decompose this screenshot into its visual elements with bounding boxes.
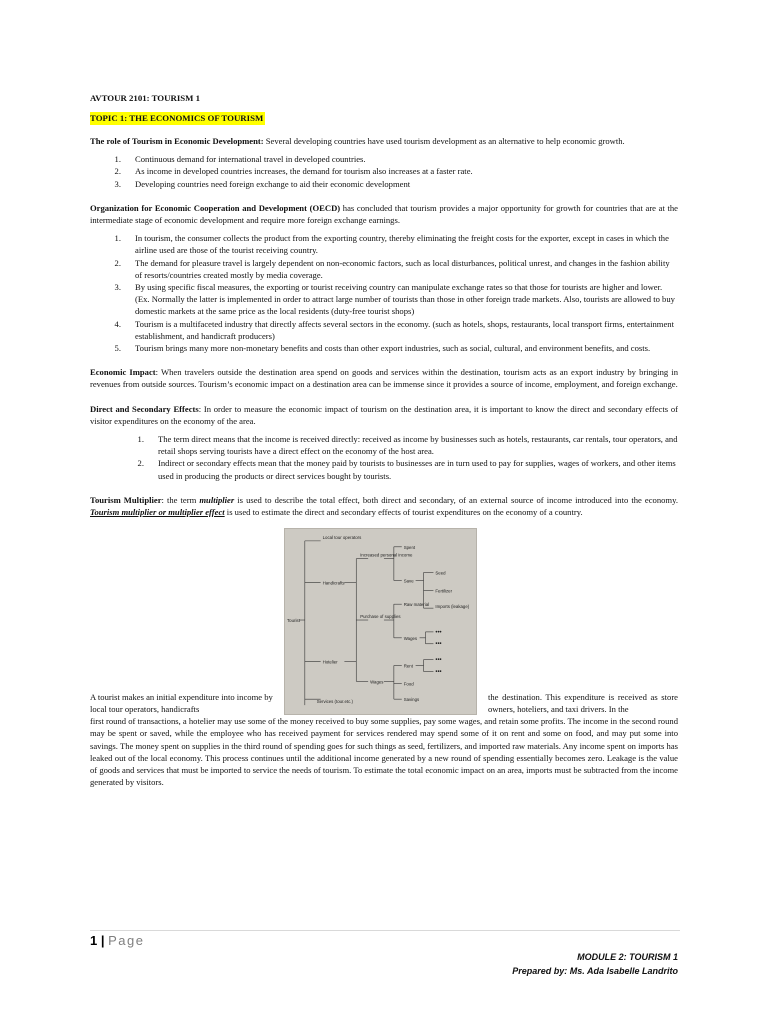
dots-2: ••• xyxy=(435,641,442,648)
list-item: 1. Continuous demand for international travel in developed countries. xyxy=(114,154,366,165)
label-food: Food xyxy=(403,681,414,687)
list-item: 2. The demand for pleasure travel is largely dependent on non-economic factors, such as local disturbances, political unrest, and changes in the fashion ability of resorts/countries created mostly by media coverage. xyxy=(114,257,670,280)
label-services: Services (tour.etc.) xyxy=(316,699,353,705)
multiplier-diagram xyxy=(284,528,477,715)
multiplier-paragraph: Tourism Multiplier: the term multiplier is used to describe the total effect, both direct and secondary, of an external source of income introduced into the economy. Tourism multiplier or multiplier effect is used to estimate the direct and secondary effects of tourist expenditures on the economy of a country. xyxy=(90,494,678,518)
figure-wrap xyxy=(90,528,678,715)
footer-divider xyxy=(90,930,680,931)
economic-impact-paragraph: Economic Impact: When travelers outside the destination area spend on goods and services within the destination, tourism acts as an export industry by bringing in revenues from outside sources. Tourism’s economic impact on a destination area can be immense since it provides a source of income, employment, and foreign exchange. xyxy=(90,367,678,390)
closing-left-text: A tourist makes an initial expenditure into income by local tour operators, handicrafts xyxy=(90,691,273,715)
label-wages-2: Wages xyxy=(403,636,418,642)
label-fertilizer: Fertilizer xyxy=(435,588,453,594)
page-number: 1 | Page xyxy=(90,933,145,948)
label-hotelier: Hotelier xyxy=(322,659,338,665)
multiplier-flow-svg xyxy=(285,529,476,714)
closing-right-text: the destination. This expenditure is received as store owners, hoteliers, and taxi drivers. In the xyxy=(488,691,678,715)
footer-credits xyxy=(512,951,678,978)
label-increased-income: Increased personal income xyxy=(360,552,413,558)
economic-impact-heading: Economic Impact xyxy=(90,367,156,378)
dots-3: ••• xyxy=(435,657,442,664)
document-page xyxy=(90,92,678,800)
label-spent: Spent xyxy=(403,545,416,551)
direct-secondary-list xyxy=(90,433,678,482)
list-item: 3. Developing countries need foreign exchange to aid their economic development xyxy=(114,178,411,189)
oecd-paragraph: Organization for Economic Cooperation and Development (OECD) has concluded that tourism provides a major opportunity for growth for countries that are at the intermediate stage of economic development and require more foreign exchange earnings. xyxy=(90,202,678,225)
list-item: 1. The term direct means that the income is received directly: received as income by businesses such as hotels, restaurants, car rentals, tour operators, and retail shops serving tourists have a direct effect on the economy of the host area. xyxy=(137,434,678,457)
multiplier-heading: Tourism Multiplier xyxy=(90,494,162,505)
role-paragraph: The role of Tourism in Economic Development: Several developing countries have used tourism development as an alternative to help economic growth. xyxy=(90,135,625,146)
label-handicrafts: Handicrafts xyxy=(322,580,345,586)
list-item: 2. Indirect or secondary effects mean that the money paid by tourists to businesses are in turn used to pay for supplies, wages of workers, and other items used in producing the products or direct services bought by tourists. xyxy=(137,458,676,481)
closing-paragraph: first round of transactions, a hotelier may use some of the money received to buy some supplies, pay some wages, and retain some profits. The income in the second round may be spent or saved, while the employee who has received payment for services rendered may spend some of it on rent and some on food, and may put some into savings. The money spent on supplies in the third round of spending goes for such things as seed, fertilizers, and imported raw materials. Any income spent on imports has leaked out of the local economy. This process continues until the additional income generated by a new round of spending essentially becomes zero. Leakage is the value of goods and services that must be imported to service the needs of tourism. To estimate the total economic impact on an area, imports must be subtracted from the income generated by visitors. xyxy=(90,716,678,788)
oecd-list xyxy=(90,232,678,354)
direct-secondary-heading: Direct and Secondary Effects xyxy=(90,403,199,414)
topic-heading: TOPIC 1: THE ECONOMICS OF TOURISM xyxy=(90,113,264,124)
list-item: 5. Tourism brings many more non-monetary benefits and costs than other export industries, such as social, cultural, and environment benefits, and costs. xyxy=(114,343,651,354)
label-savings: Savings xyxy=(403,697,420,703)
label-wages: Wages xyxy=(370,679,384,685)
list-item: 1. In tourism, the consumer collects the product from the exporting country, thereby eliminating the freight costs for the exporter, except in cases in which the airline used are those of the tourist receiving country. xyxy=(114,233,669,256)
label-rent: Rent xyxy=(403,663,413,669)
list-item: 4. Tourism is a multifaceted industry that directly affects several sectors in the economy. (such as hotels, shops, restaurants, local transport firms, entertainment establishment, and handicraft producers) xyxy=(114,318,674,341)
course-title: AVTOUR 2101: TOURISM 1 xyxy=(90,93,201,103)
label-seed: Seed xyxy=(435,570,446,576)
module-label: MODULE 2: TOURISM 1 xyxy=(577,952,678,962)
dots-1: ••• xyxy=(435,630,442,637)
dots-4: ••• xyxy=(435,669,442,676)
role-list xyxy=(90,153,678,190)
label-save: Save xyxy=(403,578,414,584)
label-imports: Imports (leakage) xyxy=(435,604,470,610)
oecd-heading: Organization for Economic Cooperation and Development (OECD) xyxy=(90,202,341,213)
label-tourist: Tourist xyxy=(287,618,300,624)
direct-secondary-paragraph: Direct and Secondary Effects: In order to measure the economic impact of tourism on the destination area, it is important to know the direct and secondary effects of visitor expenditures on the economy of the area. xyxy=(90,403,678,426)
role-heading: The role of Tourism in Economic Development: xyxy=(90,135,264,146)
prepared-by: Prepared by: Ms. Ada Isabelle Landrito xyxy=(512,965,678,976)
list-item: 3. By using specific fiscal measures, the exporting or tourist receiving country can manipulate exchange rates so that those for tourists are higher and lower. (Ex. Normally the latter is implemented in order to attract large number of tourists than those in other foreign trade markets. Also, tourists are allowed to buy domestic markets at the same price as the local residents (duty-free tourist shops) xyxy=(114,282,675,317)
label-raw-material: Raw material xyxy=(403,602,430,608)
list-item: 2. As income in developed countries increases, the demand for tourism also increases at a faster rate. xyxy=(114,166,473,177)
label-purchase-supplies: Purchase of supplies xyxy=(360,614,401,620)
label-local-tour: Local tour operators xyxy=(322,535,362,541)
